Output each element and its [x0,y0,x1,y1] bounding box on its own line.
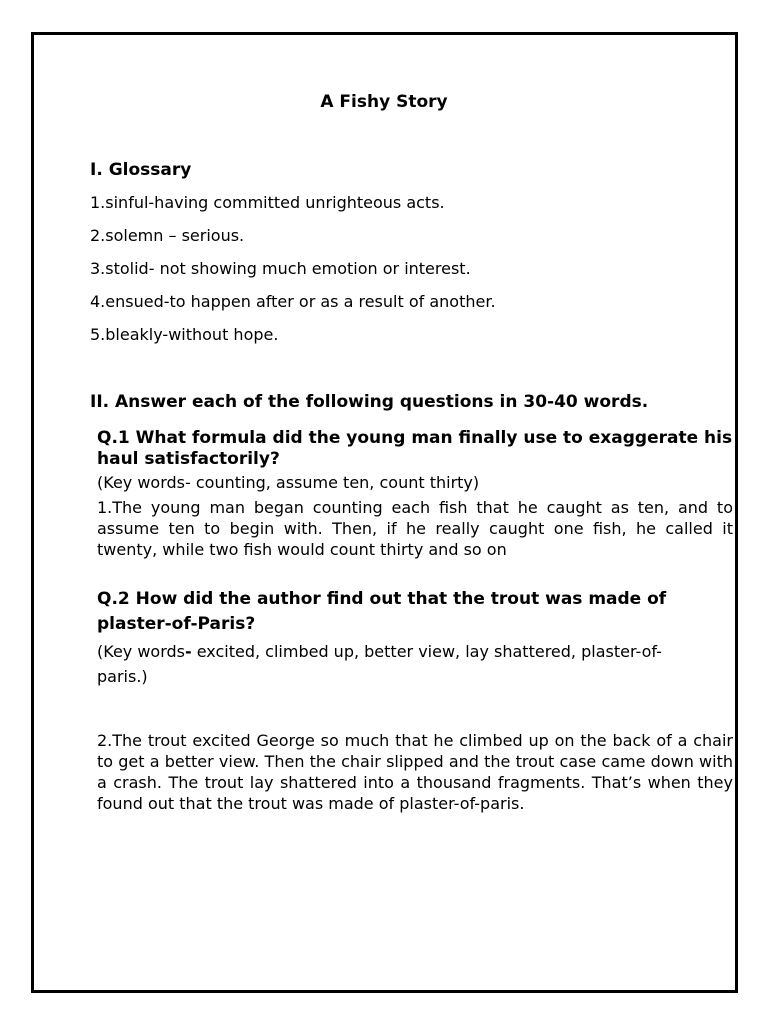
glossary-heading: I. Glossary [90,160,192,180]
key-words-dash: - [185,642,192,661]
key-words-rest: excited, climbed up, better view, lay shattered, plaster-of- [191,642,662,661]
glossary-item: 5.bleakly-without hope. [90,325,279,344]
question-1: Q.1 What formula did the young man finally use to exaggerate his haul satisfactorily? [97,428,733,469]
question-2-line-2: plaster-of-Paris? [97,614,256,634]
question-1-key-words: (Key words- counting, assume ten, count thirty) [97,473,480,492]
question-2-key-words [97,642,662,661]
key-words-prefix: (Key words [97,642,185,661]
answer-1: 1.The young man began counting each fish that he caught as ten, and to assume ten to begin with. Then, if he really caught one fish, he called it twenty, while two fish would count thirty and so on [97,498,733,559]
answer-2: 2.The trout excited George so much that he climbed up on the back of a chair to get a better view. Then the chair slipped and the trout case came down with a crash. The trout lay shattered into a thousand fragments. That’s when they found out that the trout was made of plaster-of-paris. [97,731,733,813]
glossary-item: 1.sinful-having committed unrighteous acts. [90,193,445,212]
question-2-key-words-line-2: paris.) [97,667,148,686]
glossary-item: 4.ensued-to happen after or as a result of another. [90,292,496,311]
glossary-item: 3.stolid- not showing much emotion or interest. [90,259,471,278]
question-2-line-1: Q.2 How did the author find out that the trout was made of [97,589,667,609]
section-2-heading: II. Answer each of the following questions in 30-40 words. [90,392,649,412]
document-title: A Fishy Story [320,92,448,112]
glossary-item: 2.solemn – serious. [90,226,245,245]
